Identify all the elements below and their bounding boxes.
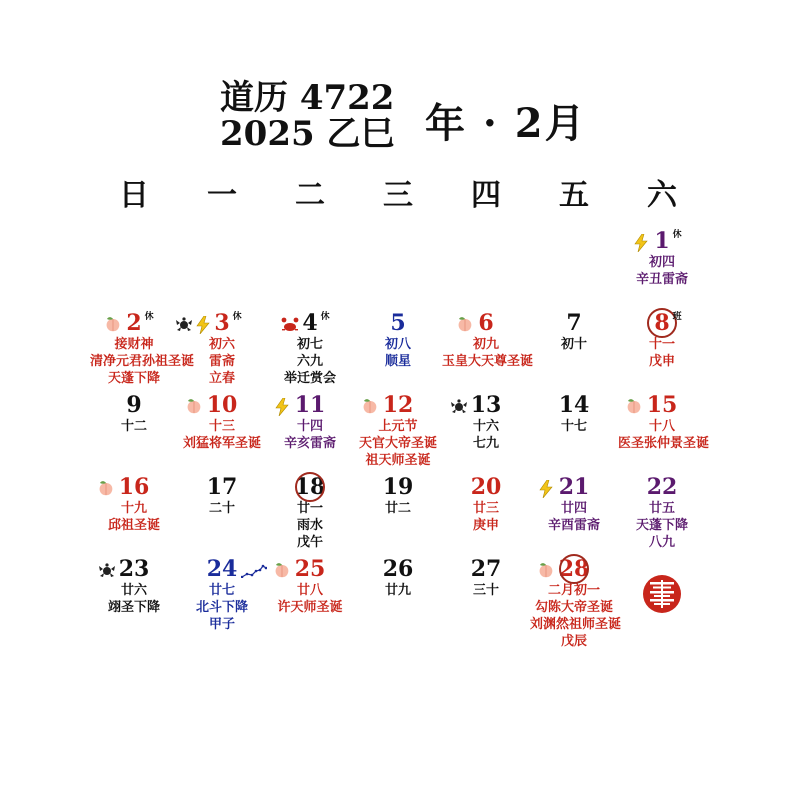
month-label: 年 · 2月 bbox=[425, 100, 587, 147]
lunar-date: 廿一 bbox=[296, 501, 323, 516]
dao-year-label: 道历 4722 bbox=[220, 78, 395, 118]
peach-icon bbox=[273, 560, 291, 578]
lunar-date: 廿八 bbox=[296, 583, 323, 598]
event-label: 戊辰 bbox=[560, 634, 587, 649]
double-happiness-icon bbox=[642, 574, 682, 614]
day-number bbox=[126, 392, 141, 418]
day-number bbox=[654, 228, 682, 254]
day-cell[interactable] bbox=[354, 474, 442, 517]
day-cell[interactable] bbox=[618, 474, 706, 551]
dragon-icon bbox=[449, 396, 467, 414]
lunar-date: 二十 bbox=[208, 501, 235, 516]
day-number bbox=[302, 310, 330, 336]
day-number-text: 25 bbox=[294, 556, 326, 582]
day-cell[interactable] bbox=[530, 392, 618, 435]
day-cell[interactable] bbox=[178, 474, 266, 517]
highlight-ring-icon bbox=[295, 472, 325, 502]
lunar-date: 十六 bbox=[472, 419, 499, 434]
day-number bbox=[119, 556, 150, 582]
day-number bbox=[654, 310, 682, 336]
event-label: 顺星 bbox=[384, 354, 411, 369]
event-label: 邱祖圣诞 bbox=[107, 518, 160, 533]
lightning-icon bbox=[537, 478, 555, 496]
weekday-sun: 日 bbox=[119, 178, 149, 213]
weekday-mon: 一 bbox=[207, 178, 237, 213]
lunar-date: 十三 bbox=[208, 419, 235, 434]
weekday-thu: 四 bbox=[471, 178, 501, 213]
day-number bbox=[559, 556, 590, 582]
day-number bbox=[647, 392, 678, 418]
event-label: 立春 bbox=[208, 371, 235, 386]
day-number-text: 26 bbox=[382, 556, 414, 582]
day-number-text: 22 bbox=[646, 474, 678, 500]
day-cell[interactable] bbox=[90, 474, 178, 534]
lunar-date: 初八 bbox=[384, 337, 411, 352]
day-cell[interactable] bbox=[178, 310, 266, 387]
day-cell[interactable] bbox=[530, 310, 618, 353]
day-number-text: 10 bbox=[206, 392, 238, 418]
day-number-text: 9 bbox=[126, 392, 142, 418]
lunar-date: 初十 bbox=[560, 337, 587, 352]
lunar-date: 初四 bbox=[648, 255, 675, 270]
dragon-icon bbox=[174, 314, 192, 332]
day-number bbox=[471, 556, 502, 582]
day-cell[interactable] bbox=[530, 474, 618, 534]
dragon-icon bbox=[97, 560, 115, 578]
day-cell[interactable] bbox=[442, 556, 530, 599]
event-label: 清净元君孙祖圣诞 bbox=[90, 354, 195, 369]
event-label: 辛酉雷斋 bbox=[547, 518, 600, 533]
event-label: 接财神 bbox=[114, 337, 154, 352]
lunar-date: 十一 bbox=[648, 337, 675, 352]
lightning-icon bbox=[632, 232, 650, 250]
lunar-date: 廿五 bbox=[648, 501, 675, 516]
event-label: 许天师圣诞 bbox=[277, 600, 343, 615]
gregorian-year-label: 2025 乙巳 bbox=[220, 114, 395, 154]
day-cell[interactable] bbox=[90, 556, 178, 616]
peach-icon bbox=[456, 314, 474, 332]
day-cell[interactable] bbox=[90, 310, 195, 387]
day-cell[interactable] bbox=[618, 228, 706, 288]
day-number bbox=[559, 474, 590, 500]
event-label: 天蓬下降 bbox=[635, 518, 688, 533]
weekday-fri: 五 bbox=[559, 178, 589, 213]
event-label: 玉皇大天尊圣诞 bbox=[442, 354, 534, 369]
event-label: 辛丑雷斋 bbox=[635, 272, 688, 287]
day-number-text: 20 bbox=[470, 474, 502, 500]
day-number-text: 28 bbox=[558, 556, 590, 582]
day-number-text: 1 bbox=[654, 228, 670, 254]
day-cell[interactable] bbox=[178, 392, 266, 452]
event-label: 八九 bbox=[648, 535, 675, 550]
event-label: 北斗下降 bbox=[195, 600, 248, 615]
big-dipper-icon bbox=[241, 558, 263, 572]
peach-icon bbox=[104, 314, 122, 332]
lightning-icon bbox=[273, 396, 291, 414]
day-number bbox=[390, 310, 405, 336]
lunar-date: 初七 bbox=[296, 337, 323, 352]
day-cell[interactable] bbox=[266, 474, 354, 551]
day-number-text: 12 bbox=[382, 392, 414, 418]
event-label: 刘猛将军圣诞 bbox=[182, 436, 261, 451]
day-number bbox=[383, 556, 414, 582]
event-label: 勾陈大帝圣诞 bbox=[534, 600, 613, 615]
holiday-badge: 休 bbox=[232, 312, 242, 322]
holiday-badge: 休 bbox=[320, 312, 330, 322]
lunar-date: 十七 bbox=[560, 419, 587, 434]
day-number bbox=[471, 474, 502, 500]
day-cell[interactable] bbox=[442, 474, 530, 534]
peach-icon bbox=[537, 560, 555, 578]
day-number-text: 16 bbox=[118, 474, 150, 500]
lunar-date: 初六 bbox=[208, 337, 235, 352]
day-number bbox=[295, 474, 326, 500]
lunar-date: 十四 bbox=[296, 419, 323, 434]
day-number-text: 2 bbox=[126, 310, 142, 336]
day-number bbox=[471, 392, 502, 418]
day-number-text: 6 bbox=[478, 310, 494, 336]
event-label: 刘渊然祖师圣诞 bbox=[530, 617, 622, 632]
day-number-text: 8 bbox=[654, 310, 670, 336]
day-cell[interactable] bbox=[618, 310, 706, 370]
day-number-text: 17 bbox=[206, 474, 238, 500]
day-number-text: 21 bbox=[558, 474, 590, 500]
day-cell[interactable] bbox=[530, 556, 622, 650]
lunar-date: 十九 bbox=[120, 501, 147, 516]
event-label: 六九 bbox=[296, 354, 323, 369]
peach-icon bbox=[97, 478, 115, 496]
day-cell[interactable] bbox=[618, 392, 710, 452]
holiday-badge: 班 bbox=[672, 312, 682, 322]
day-number bbox=[295, 392, 326, 418]
lunar-date: 廿二 bbox=[384, 501, 411, 516]
holiday-badge: 休 bbox=[672, 230, 682, 240]
event-label: 七九 bbox=[472, 436, 499, 451]
lunar-date: 廿七 bbox=[208, 583, 235, 598]
day-number bbox=[126, 310, 154, 336]
event-label: 雷斋 bbox=[208, 354, 235, 369]
lunar-date: 廿六 bbox=[120, 583, 147, 598]
event-label: 辛亥雷斋 bbox=[283, 436, 336, 451]
title-year-block bbox=[220, 80, 394, 152]
calendar-title bbox=[220, 80, 600, 160]
weekday-sat: 六 bbox=[647, 178, 677, 213]
day-number bbox=[566, 310, 581, 336]
day-cell[interactable] bbox=[178, 556, 266, 633]
lunar-date: 廿三 bbox=[472, 501, 499, 516]
lunar-date: 廿九 bbox=[384, 583, 411, 598]
weekday-header bbox=[90, 170, 710, 213]
holiday-badge: 休 bbox=[144, 312, 154, 322]
day-number-text: 18 bbox=[294, 474, 326, 500]
peach-icon bbox=[185, 396, 203, 414]
event-label: 天官大帝圣诞 bbox=[358, 436, 437, 451]
lunar-date: 上元节 bbox=[378, 419, 418, 434]
event-label: 甲子 bbox=[208, 617, 235, 632]
day-number bbox=[207, 392, 238, 418]
day-number bbox=[207, 474, 238, 500]
lightning-icon bbox=[194, 314, 212, 332]
day-number-text: 5 bbox=[390, 310, 406, 336]
day-cell[interactable] bbox=[442, 392, 530, 452]
day-number bbox=[214, 310, 242, 336]
lunar-date: 十八 bbox=[648, 419, 675, 434]
day-number-text: 3 bbox=[214, 310, 230, 336]
day-number bbox=[383, 474, 414, 500]
event-label: 戊申 bbox=[648, 354, 675, 369]
lunar-date: 十二 bbox=[120, 419, 147, 434]
lunar-date: 初九 bbox=[472, 337, 499, 352]
weekday-wed: 三 bbox=[383, 178, 413, 213]
day-cell[interactable] bbox=[354, 392, 442, 469]
day-number bbox=[119, 474, 150, 500]
day-number-text: 15 bbox=[646, 392, 678, 418]
day-cell[interactable] bbox=[266, 556, 354, 616]
peach-icon bbox=[625, 396, 643, 414]
day-number bbox=[559, 392, 590, 418]
day-number bbox=[295, 556, 326, 582]
day-cell[interactable] bbox=[266, 310, 354, 387]
event-label: 祖天师圣诞 bbox=[365, 453, 431, 468]
day-number-text: 13 bbox=[470, 392, 502, 418]
day-cell[interactable] bbox=[354, 310, 442, 370]
day-number-text: 24 bbox=[206, 556, 238, 582]
event-label: 医圣张仲景圣诞 bbox=[618, 436, 710, 451]
peach-icon bbox=[361, 396, 379, 414]
day-cell[interactable] bbox=[90, 392, 178, 435]
crab-icon bbox=[280, 314, 298, 332]
event-label: 雨水 bbox=[296, 518, 323, 533]
day-number-text: 7 bbox=[566, 310, 582, 336]
day-cell[interactable] bbox=[266, 392, 354, 452]
lunar-date: 二月初一 bbox=[547, 583, 600, 598]
day-number-text: 27 bbox=[470, 556, 502, 582]
highlight-ring-icon bbox=[559, 554, 589, 584]
event-label: 翊圣下降 bbox=[107, 600, 160, 615]
day-number bbox=[478, 310, 493, 336]
day-number bbox=[207, 556, 238, 582]
event-label: 举迁赏会 bbox=[283, 371, 336, 386]
day-number-text: 14 bbox=[558, 392, 590, 418]
day-number bbox=[647, 474, 678, 500]
day-cell[interactable] bbox=[354, 556, 442, 599]
lunar-date: 三十 bbox=[472, 583, 499, 598]
event-label: 庚申 bbox=[472, 518, 499, 533]
event-label: 天蓬下降 bbox=[107, 371, 160, 386]
day-number-text: 11 bbox=[294, 392, 326, 418]
event-label: 戊午 bbox=[296, 535, 323, 550]
day-number-text: 4 bbox=[302, 310, 318, 336]
day-number bbox=[383, 392, 414, 418]
day-number-text: 19 bbox=[382, 474, 414, 500]
day-number-text: 23 bbox=[118, 556, 150, 582]
lunar-date: 廿四 bbox=[560, 501, 587, 516]
weekday-tue: 二 bbox=[295, 178, 325, 213]
day-cell[interactable] bbox=[442, 310, 534, 370]
